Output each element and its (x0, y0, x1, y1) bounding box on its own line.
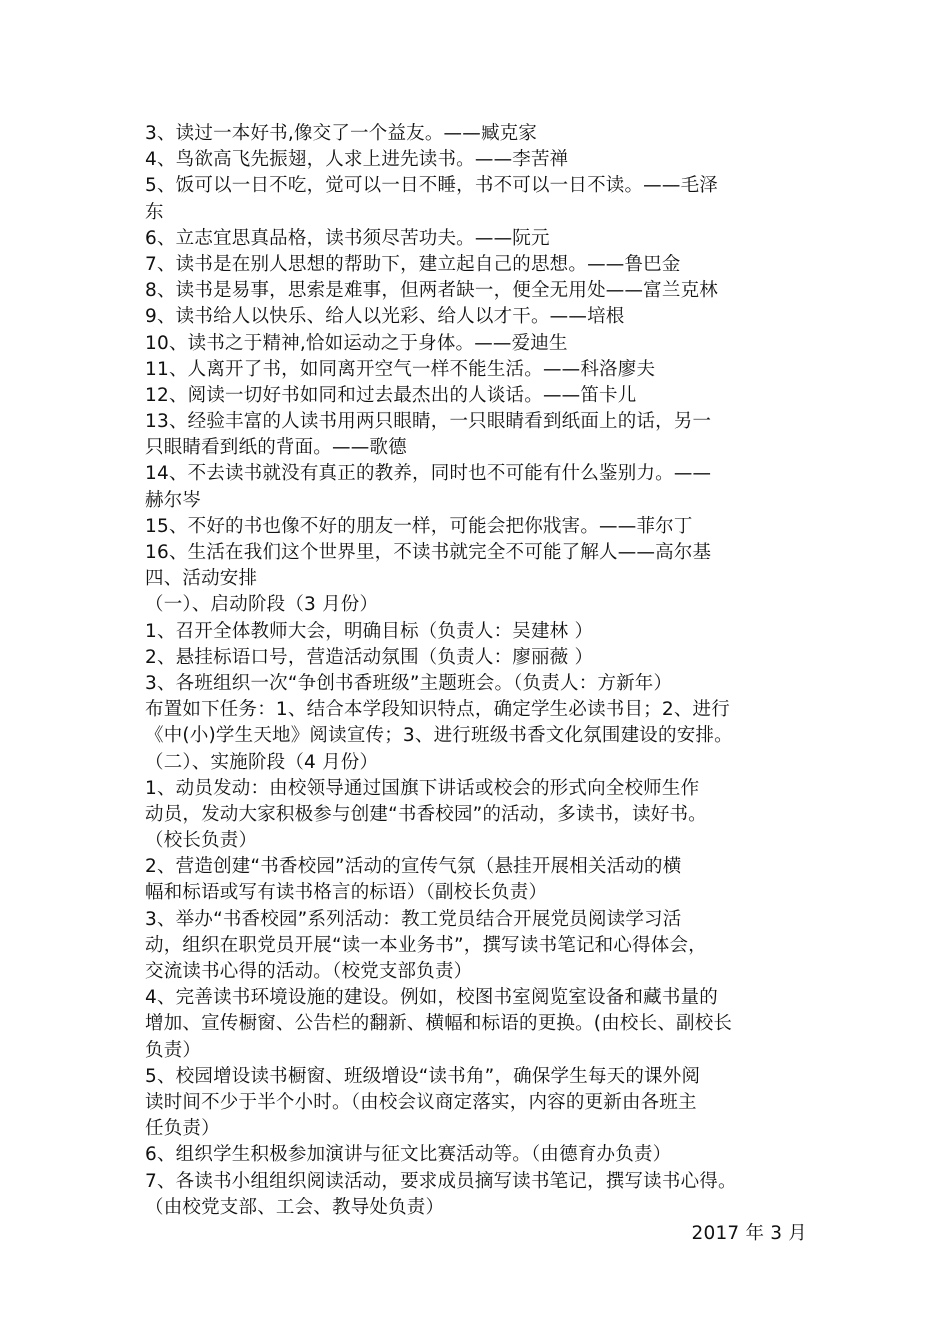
text-line: 1、召开全体教师大会，明确目标（负责人：吴建林 ） (145, 620, 594, 642)
text-line: 6、组织学生积极参加演讲与征文比赛活动等。（由德育办负责） (145, 1144, 672, 1166)
text-line: 7、读书是在别人思想的帮助下，建立起自己的思想。——鲁巴金 (145, 253, 681, 275)
text-line: 13、经验丰富的人读书用两只眼睛，一只眼睛看到纸面上的话，另一 (145, 411, 712, 433)
text-line: 赫尔岑 (145, 489, 202, 511)
text-line: 5、饭可以一日不吃，觉可以一日不睡，书不可以一日不读。——毛泽 (145, 175, 718, 197)
text-line: 12、阅读一切好书如同和过去最杰出的人谈话。——笛卡儿 (145, 384, 637, 406)
text-line: 3、举办“书香校园”系列活动：教工党员结合开展党员阅读学习活 (145, 908, 682, 930)
text-line: 布置如下任务：1、结合本学段知识特点，确定学生必读书目；2、进行 (145, 699, 730, 721)
text-line: 11、人离开了书，如同离开空气一样不能生活。——科洛廖夫 (145, 358, 656, 380)
text-line: 只眼睛看到纸的背面。——歌德 (145, 437, 407, 459)
text-line: 14、不去读书就没有真正的教养，同时也不可能有什么鉴别力。—— (145, 463, 712, 485)
subsection-heading: （一）、启动阶段（3 月份） (145, 594, 379, 616)
text-line: 9、读书给人以快乐、给人以光彩、给人以才干。——培根 (145, 306, 625, 328)
text-line: 读时间不少于半个小时。（由校会议商定落实，内容的更新由各班主 (145, 1091, 697, 1113)
text-line: 东 (145, 201, 164, 223)
text-line: 1、动员发动：由校领导通过国旗下讲话或校会的形式向全校师生作 (145, 777, 700, 799)
section-heading: 四、活动安排 (145, 568, 258, 590)
text-line: 3、读过一本好书,像交了一个益友。——臧克家 (145, 123, 538, 144)
text-line: 8、读书是易事，思索是难事，但两者缺一，便全无用处——富兰克林 (145, 280, 718, 302)
text-line: 2、营造创建“书香校园”活动的宣传气氛（悬挂开展相关活动的横 (145, 856, 682, 878)
text-line: 10、读书之于精神,恰如运动之于身体。——爱迪生 (145, 332, 568, 354)
text-line: 交流读书心得的活动。（校党支部负责） (145, 961, 473, 982)
text-line: 任负责） (145, 1118, 220, 1140)
text-line: 5、校园增设读书橱窗、班级增设“读书角”，确保学生每天的课外阅 (145, 1065, 701, 1087)
text-line: 增加、宣传橱窗、公告栏的翻新、横幅和标语的更换。(由校长、副校长 (145, 1013, 733, 1035)
text-line: （由校党支部、工会、教导处负责） (145, 1196, 445, 1218)
text-line: 动员，发动大家积极参与创建“书香校园”的活动，多读书，读好书。 (145, 803, 707, 825)
text-line: 4、完善读书环境设施的建设。例如，校图书室阅览室设备和藏书量的 (145, 987, 718, 1009)
text-line: 4、鸟欲高飞先振翅，人求上进先读书。——李苦禅 (145, 149, 569, 171)
text-line: 动，组织在职党员开展“读一本业务书”，撰写读书笔记和心得体会， (145, 934, 707, 956)
text-line: 2、悬挂标语口号，营造活动氛围（负责人：廖丽薇 ） (145, 646, 594, 668)
document-date: 2017 年 3 月 (691, 1222, 807, 1244)
text-line: 16、生活在我们这个世界里，不读书就完全不可能了解人——高尔基 (145, 542, 712, 563)
text-line: 15、不好的书也像不好的朋友一样，可能会把你戕害。——菲尔丁 (145, 515, 693, 537)
text-line: 7、各读书小组组织阅读活动，要求成员摘写读书笔记，撰写读书心得。 (145, 1170, 737, 1192)
text-line: 6、立志宜思真品格，读书须尽苦功夫。——阮元 (145, 227, 550, 249)
text-line: 《中(小)学生天地》阅读宣传；3、进行班级书香文化氛围建设的安排。 (145, 725, 733, 747)
text-line: 幅和标语或写有读书格言的标语）（副校长负责） (145, 882, 548, 904)
text-line: （校长负责） (145, 830, 258, 852)
text-line: 负责） (145, 1039, 202, 1061)
text-line: 3、各班组织一次“争创书香班级”主题班会。（负责人：方新年） (145, 672, 673, 694)
subsection-heading: （二）、实施阶段（4 月份） (145, 751, 379, 773)
document-body (145, 121, 813, 1247)
